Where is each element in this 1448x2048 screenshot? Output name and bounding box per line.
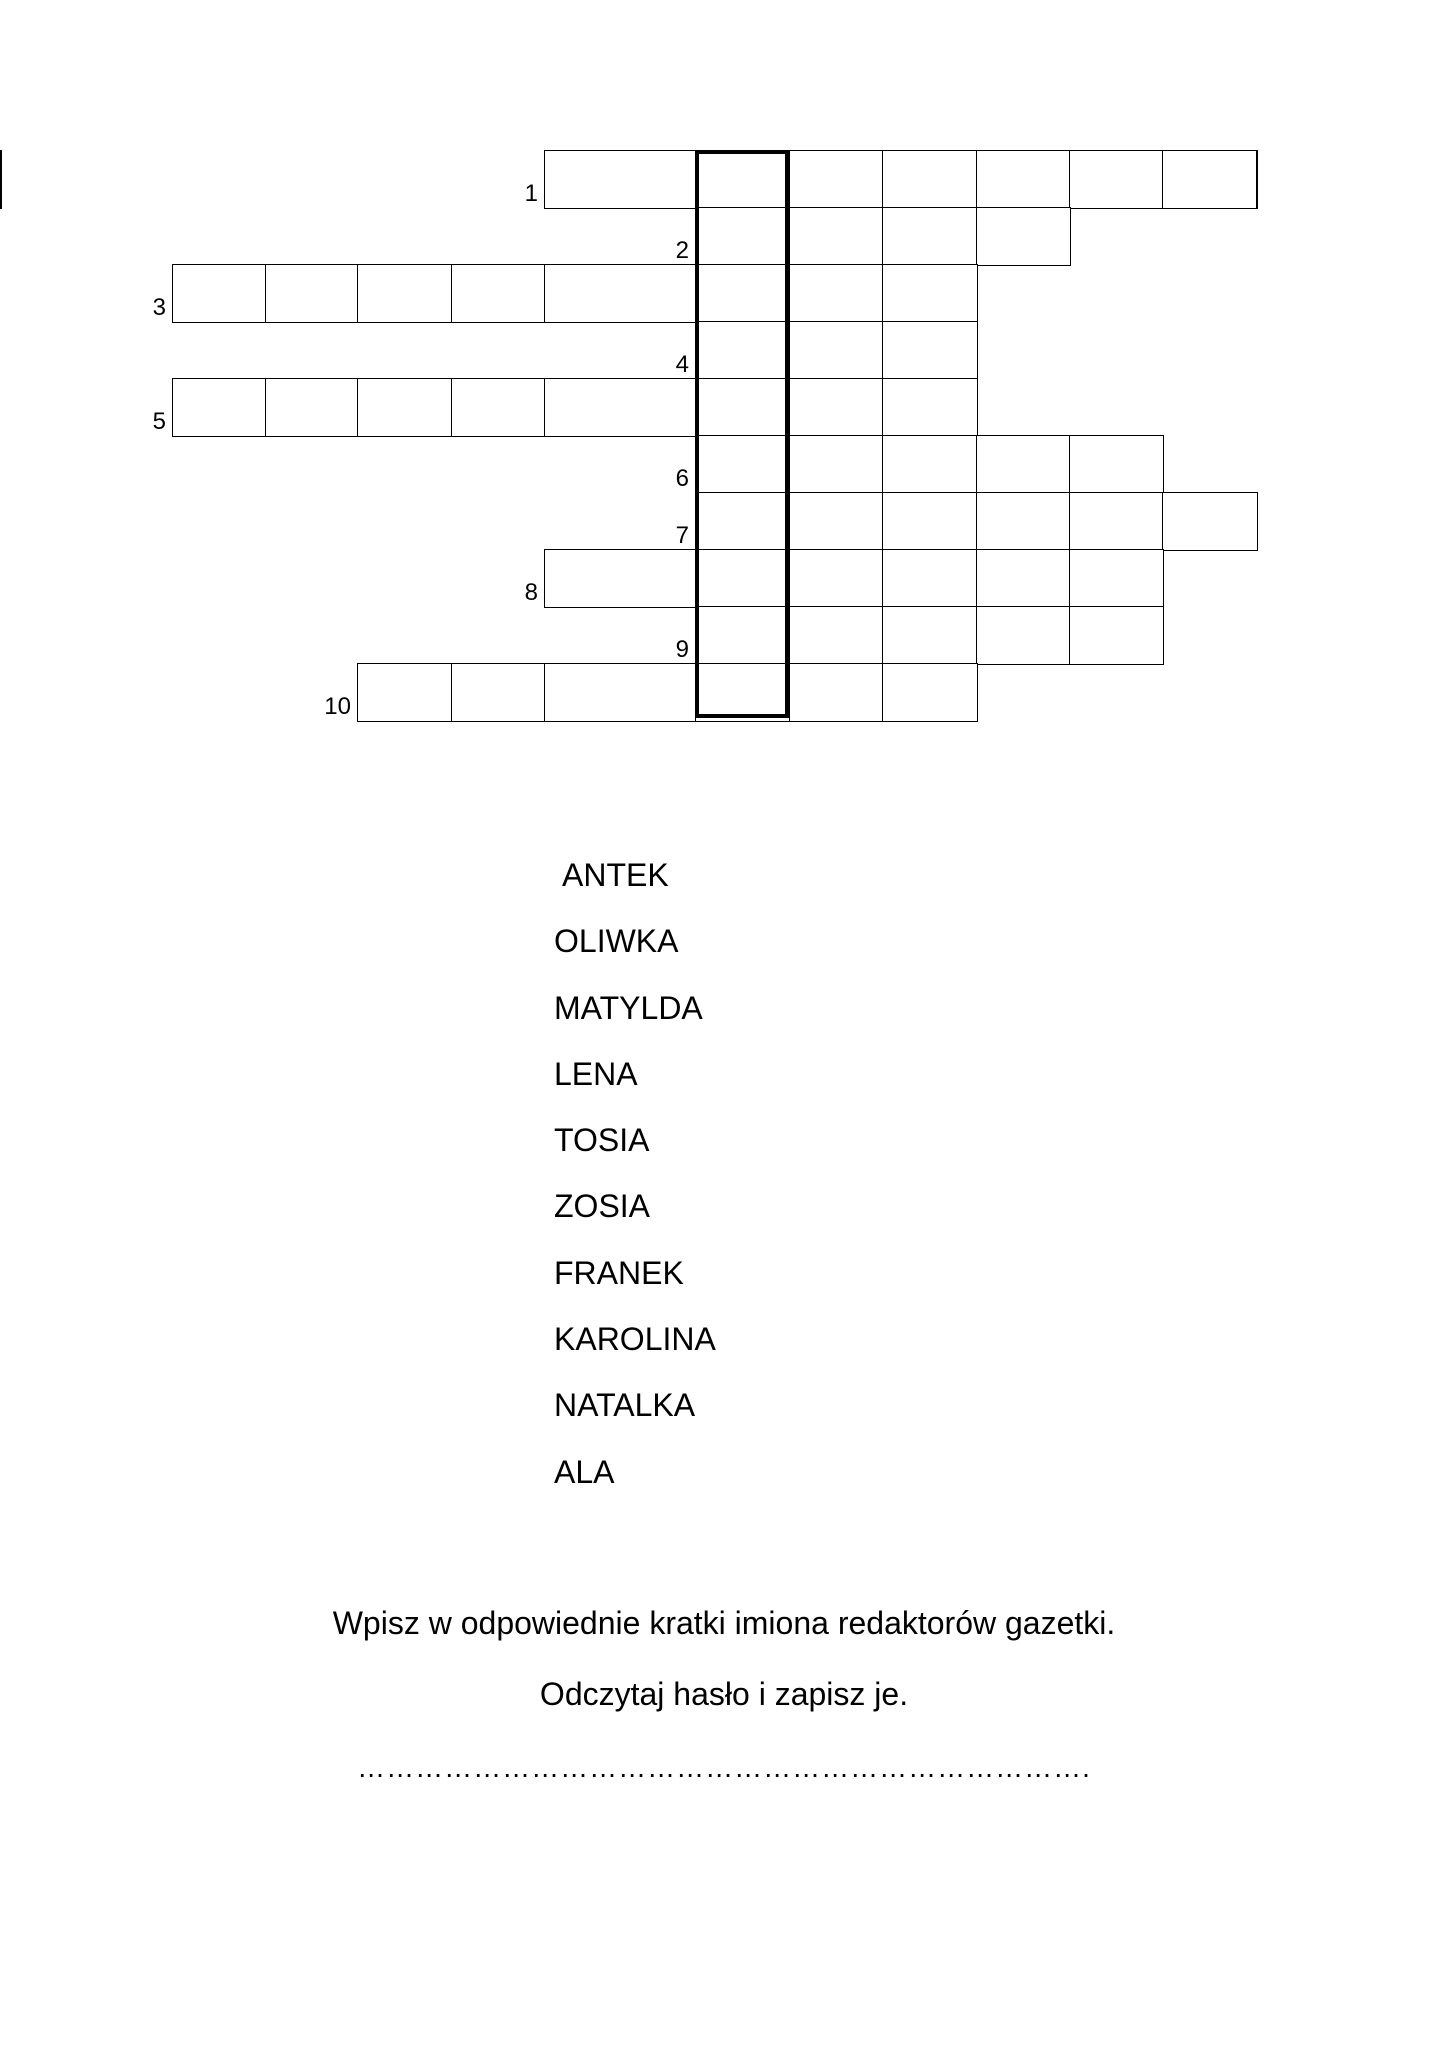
crossword-cell[interactable] [544, 264, 697, 323]
crossword-cell[interactable] [789, 207, 884, 266]
word-list-item: ANTEK [562, 857, 669, 893]
password-cell[interactable] [695, 264, 791, 323]
crossword-cell[interactable] [789, 378, 884, 437]
word-list-item: NATALKA [554, 1387, 696, 1424]
answer-line[interactable]: …………………………………………………………………. [357, 1752, 1091, 1783]
crossword-cell[interactable] [1069, 435, 1164, 494]
password-cell[interactable] [695, 549, 791, 608]
crossword-cell[interactable] [1162, 492, 1258, 551]
crossword-cell[interactable] [0, 150, 2, 209]
password-cell[interactable] [695, 492, 791, 551]
crossword-cell[interactable] [882, 150, 978, 209]
crossword-cell[interactable] [789, 150, 884, 209]
crossword-cell[interactable] [882, 207, 978, 266]
crossword-cell[interactable] [1069, 549, 1164, 608]
word-list-item: ZOSIA [554, 1188, 651, 1225]
crossword-cell[interactable] [789, 549, 884, 608]
clue-number: 10 [324, 693, 351, 720]
crossword-cell[interactable] [976, 150, 1071, 209]
password-cell[interactable] [695, 606, 791, 665]
clue-number: 8 [524, 579, 538, 606]
clue-number: 6 [675, 465, 689, 492]
clue-number: 3 [152, 294, 166, 321]
password-cell[interactable] [695, 435, 791, 494]
crossword-cell[interactable] [265, 378, 359, 437]
word-list [554, 855, 716, 1518]
crossword-cell[interactable] [789, 264, 884, 323]
crossword-cell[interactable] [357, 378, 453, 437]
crossword-cell[interactable] [544, 549, 697, 608]
clue-number: 5 [152, 408, 166, 435]
crossword-cell[interactable] [882, 321, 978, 380]
crossword-cell[interactable] [976, 492, 1071, 551]
crossword-cell[interactable] [1069, 492, 1164, 551]
crossword-cell[interactable] [789, 321, 884, 380]
clue-number: 9 [675, 636, 689, 663]
crossword-cell[interactable] [976, 435, 1071, 494]
crossword-cell[interactable] [789, 435, 884, 494]
crossword-cell[interactable] [882, 435, 978, 494]
password-cell[interactable] [695, 207, 791, 266]
crossword-cell[interactable] [544, 150, 697, 209]
crossword-cell[interactable] [1069, 606, 1164, 665]
crossword-cell[interactable] [451, 663, 546, 722]
crossword-cell[interactable] [172, 264, 267, 323]
instruction-text: Wpisz w odpowiednie kratki imiona redaktorów gazetki. [332, 1605, 1116, 1641]
word-list-item: OLIWKA [554, 923, 679, 960]
instruction-text-password: Odczytaj hasło i zapisz je. [539, 1676, 909, 1712]
word-list-item: TOSIA [554, 1122, 650, 1159]
clue-number: 2 [675, 237, 689, 264]
password-cell[interactable] [695, 321, 791, 380]
crossword-cell[interactable] [976, 606, 1071, 665]
password-cell[interactable] [695, 663, 791, 722]
crossword-cell[interactable] [882, 549, 978, 608]
crossword-cell[interactable] [882, 663, 978, 722]
crossword-cell[interactable] [451, 378, 546, 437]
password-cell[interactable] [695, 378, 791, 437]
word-list-item: MATYLDA [554, 989, 703, 1026]
crossword-cell[interactable] [544, 663, 697, 722]
crossword-cell[interactable] [172, 378, 267, 437]
crossword-cell[interactable] [882, 606, 978, 665]
crossword-cell[interactable] [1069, 150, 1164, 209]
crossword-grid [0, 0, 1448, 760]
word-list-item: FRANEK [554, 1254, 684, 1291]
word-list-item: KAROLINA [554, 1321, 716, 1358]
crossword-cell[interactable] [976, 207, 1071, 266]
crossword-cell[interactable] [882, 492, 978, 551]
crossword-cell[interactable] [882, 378, 978, 437]
word-list-item: ALA [554, 1453, 615, 1490]
password-cell[interactable] [695, 150, 791, 209]
crossword-cell[interactable] [451, 264, 546, 323]
crossword-cell[interactable] [789, 492, 884, 551]
crossword-cell[interactable] [789, 606, 884, 665]
clue-number: 7 [675, 522, 689, 549]
crossword-cell[interactable] [789, 663, 884, 722]
crossword-cell[interactable] [357, 663, 453, 722]
crossword-cell[interactable] [265, 264, 359, 323]
clue-number: 4 [675, 351, 689, 378]
crossword-cell[interactable] [882, 264, 978, 323]
clue-number: 1 [524, 180, 538, 207]
crossword-cell[interactable] [357, 264, 453, 323]
crossword-cell[interactable] [1162, 150, 1258, 209]
word-list-item: LENA [554, 1055, 638, 1092]
crossword-cell[interactable] [544, 378, 697, 437]
crossword-cell[interactable] [1256, 150, 1258, 209]
crossword-cell[interactable] [976, 549, 1071, 608]
